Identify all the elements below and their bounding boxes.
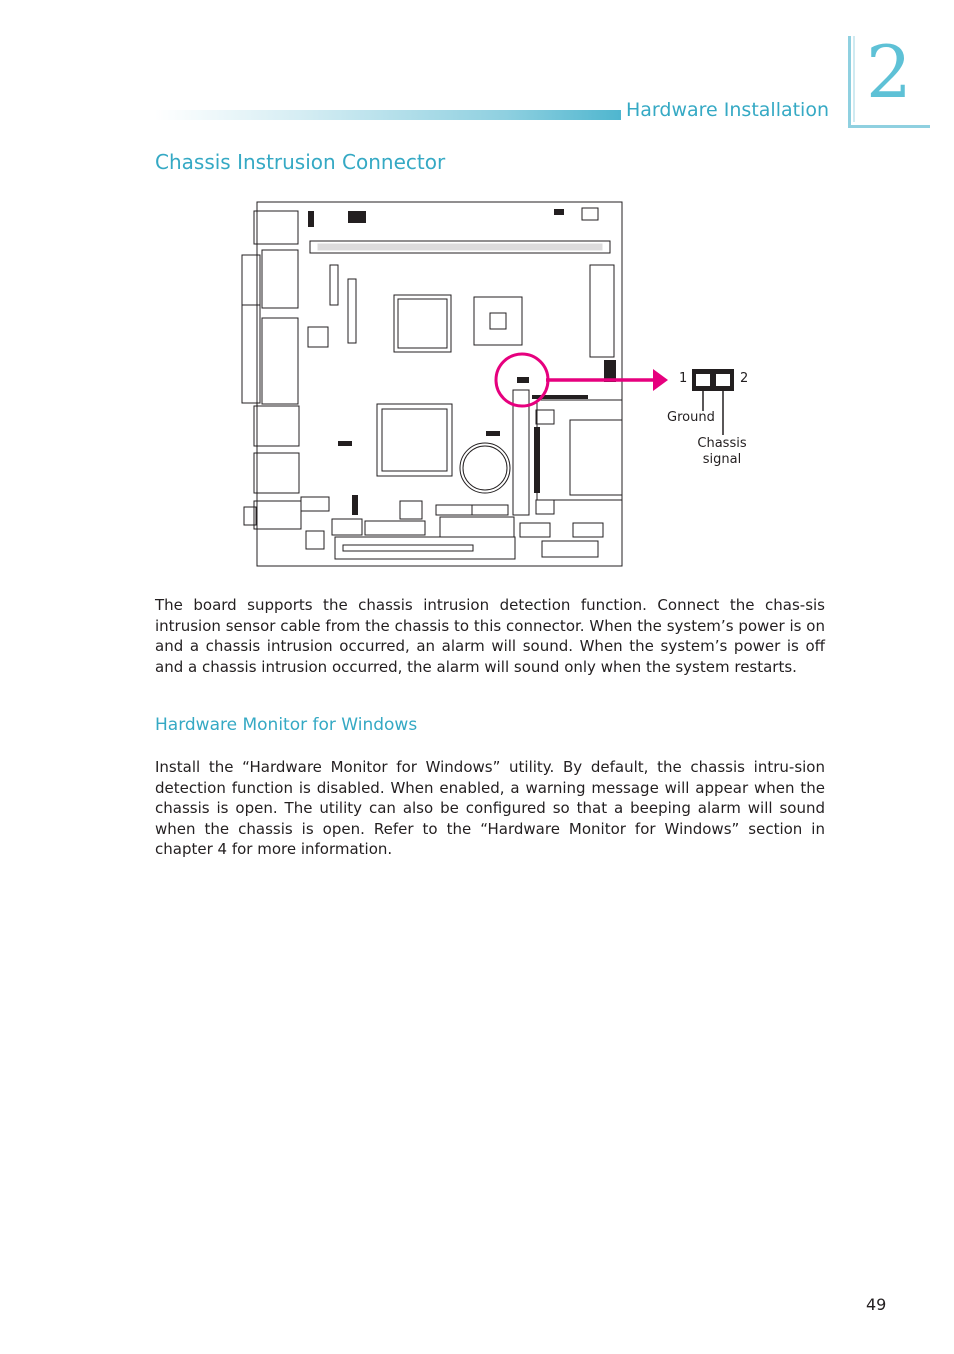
io-port <box>254 501 301 529</box>
pci-slot <box>335 537 515 559</box>
header-gradient-bar <box>155 110 621 120</box>
io-port <box>254 406 299 446</box>
io-port <box>254 211 298 244</box>
header-block <box>348 279 356 343</box>
pci-slot-inner <box>343 545 473 551</box>
header-block <box>330 265 338 305</box>
mini-pci <box>542 541 598 557</box>
cf-slot <box>537 400 622 500</box>
memory-slot-inner <box>318 244 602 250</box>
northbridge-chip <box>394 295 451 352</box>
southbridge-chip <box>377 404 452 476</box>
cf-slot-inner <box>570 420 622 495</box>
jumper <box>554 209 564 215</box>
header-title: Hardware Installation <box>626 99 830 121</box>
bottom-header <box>365 521 425 535</box>
cpu-die <box>490 313 506 329</box>
fan-connector <box>301 497 329 511</box>
jumper <box>486 431 500 436</box>
jumper <box>308 211 314 227</box>
small-chip <box>306 531 324 549</box>
bottom-header <box>520 523 550 537</box>
chassis-intrusion-header <box>517 377 529 383</box>
power-connector <box>590 265 614 357</box>
bottom-header <box>440 517 514 537</box>
jumper <box>352 495 358 515</box>
cpu-chip <box>474 297 522 345</box>
jumper <box>534 427 540 493</box>
section-title: Chassis Instrusion Connector <box>155 150 446 174</box>
chapter-number: 2 <box>866 30 912 114</box>
usb-header <box>472 505 508 515</box>
bottom-header <box>332 519 362 535</box>
paragraph-hardware-monitor: Install the “Hardware Monitor for Windows” utility. By default, the chassis intru-sion detection function is disabled. When enabled, a warning message will appear when the chassis is open. The utility can also be configured so that a beeping alarm will sound when the chassis is open. Refer to the “Hardware Monitor for Windows” section in chapter 4 for more information. <box>155 758 825 859</box>
subsection-title: Hardware Monitor for Windows <box>155 715 418 735</box>
io-port <box>262 250 298 308</box>
connector-pin-2 <box>716 374 730 386</box>
io-port <box>254 453 299 493</box>
jumper <box>348 211 366 223</box>
highlight-arrowhead <box>653 369 668 391</box>
small-chip <box>400 501 422 519</box>
connector-pin-1 <box>696 374 710 386</box>
small-chip <box>308 327 328 347</box>
io-port <box>262 318 298 404</box>
battery <box>460 443 510 493</box>
jumper <box>338 441 352 446</box>
northbridge-die <box>398 299 447 348</box>
sata-port <box>536 410 554 424</box>
usb-header <box>436 505 472 515</box>
sata-port <box>536 500 554 514</box>
ide-connector <box>513 390 529 515</box>
fan-connector <box>582 208 598 220</box>
paragraph-chassis-intrusion: The board supports the chassis intrusion detection function. Connect the chas-sis intrusion sensor cable from the chassis to this connector. When the system’s power is on and a chassis intrusion occurred, an alarm will sound. When the system’s power is off and a chassis intrusion occurred, the alarm will sound only when the system restarts. <box>155 596 825 676</box>
southbridge-die <box>382 409 447 471</box>
ground-label: Ground <box>667 410 715 425</box>
chassis-signal-label: Chassis signal <box>697 436 747 467</box>
battery-inner <box>463 446 507 490</box>
page-number: 49 <box>866 1295 887 1314</box>
pin-1-label: 1 <box>679 371 688 386</box>
bottom-header <box>573 523 603 537</box>
pin-2-label: 2 <box>740 371 749 386</box>
